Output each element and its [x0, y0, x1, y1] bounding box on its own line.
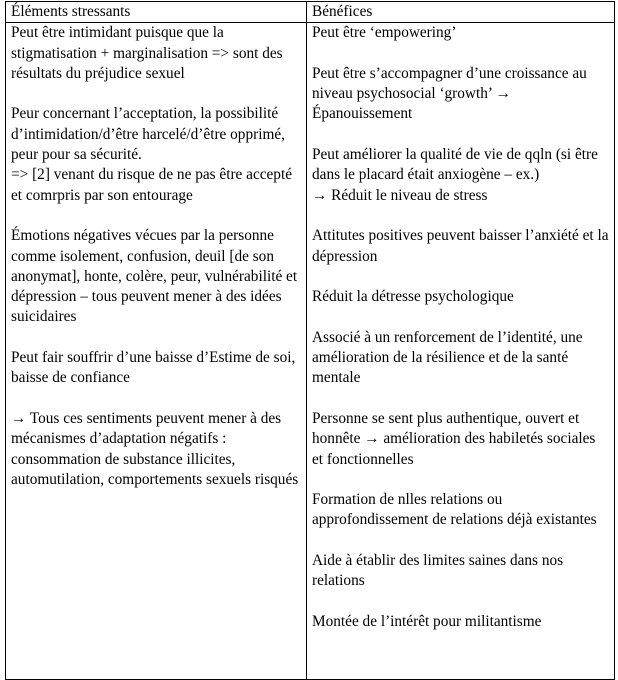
- table-body-row: [6, 23, 615, 680]
- header-benefits: Bénéfices: [307, 2, 615, 23]
- table-header-row: [6, 2, 615, 23]
- stressor-fear-acceptance: Peur concernant l’acceptation, la possibilité d’intimidation/d’être harcelé/d’être opprimé, peur pour sa sécurité.: [11, 105, 285, 164]
- arrow-icon: →: [11, 409, 27, 427]
- benefit-identity: Associé à un renforcement de l’identité, une amélioration de la résilience et de la santé mentale: [312, 328, 583, 387]
- benefit-stress-text: Réduit le niveau de stress: [331, 186, 488, 204]
- benefit-authenticity-text: Personne se sent plus authentique, ouvert et honnête: [312, 409, 580, 448]
- arrow-icon: →: [312, 186, 328, 204]
- benefit-empowering: Peut être ‘empowering’: [312, 24, 457, 42]
- comparison-table: [5, 1, 615, 680]
- stressor-self-esteem: Peut fair souffrir d’une baisse d’Estime de soi, baisse de confiance: [11, 349, 296, 387]
- stressor-risk-note: => [2] venant du risque de ne pas être accepté et comrpris par son entourage: [11, 166, 292, 204]
- benefit-authenticity-result: amélioration des habiletés sociales et fonctionnelles: [312, 430, 596, 468]
- arrow-icon: →: [364, 430, 380, 448]
- benefit-stress-reduction: [312, 186, 610, 206]
- arrow-icon: →: [495, 85, 511, 103]
- stressor-coping-mechanisms: [11, 409, 302, 490]
- benefits-cell: [307, 23, 615, 680]
- header-stressors: Éléments stressants: [6, 2, 307, 23]
- stressor-negative-emotions: Émotions négatives vécues par la personne comme isolement, confusion, deuil [de son anonymat], honte, colère, peur, vulnérabilité et dépression – tous peuvent mener à des idées suicidaires: [11, 227, 298, 326]
- benefit-new-relations: Formation de nlles relations ou approfondissement de relations déjà existantes: [312, 491, 597, 529]
- benefit-growth-result: Épanouissement: [312, 105, 413, 123]
- benefit-quality-of-life: Peut améliorer la qualité de vie de qqln (si être dans le placard était anxiogène – ex.): [312, 146, 598, 184]
- benefit-positive-attitudes: Attitutes positives peuvent baisser l’anxiété et la dépression: [312, 227, 609, 265]
- benefit-authenticity: [312, 409, 610, 470]
- benefit-growth: [312, 64, 610, 125]
- benefit-boundaries: Aide à établir des limites saines dans nos relations: [312, 552, 564, 590]
- stressor-stigmatisation: Peut être intimidant puisque que la stigmatisation + marginalisation => sont des résultats du préjudice sexuel: [11, 24, 283, 82]
- benefit-growth-text: Peut être s’accompagner d’une croissance au niveau psychosocial ‘growth’: [312, 64, 587, 103]
- benefit-activism: Montée de l’intérêt pour militantisme: [312, 612, 542, 630]
- stressors-cell: [6, 23, 307, 680]
- benefit-distress-reduction: Réduit la détresse psychologique: [312, 288, 514, 306]
- stressor-coping-text: Tous ces sentiments peuvent mener à des mécanismes d’adaptation négatifs : consommation de substance illicites, automutilation, comportements sexuels risqués: [11, 409, 299, 488]
